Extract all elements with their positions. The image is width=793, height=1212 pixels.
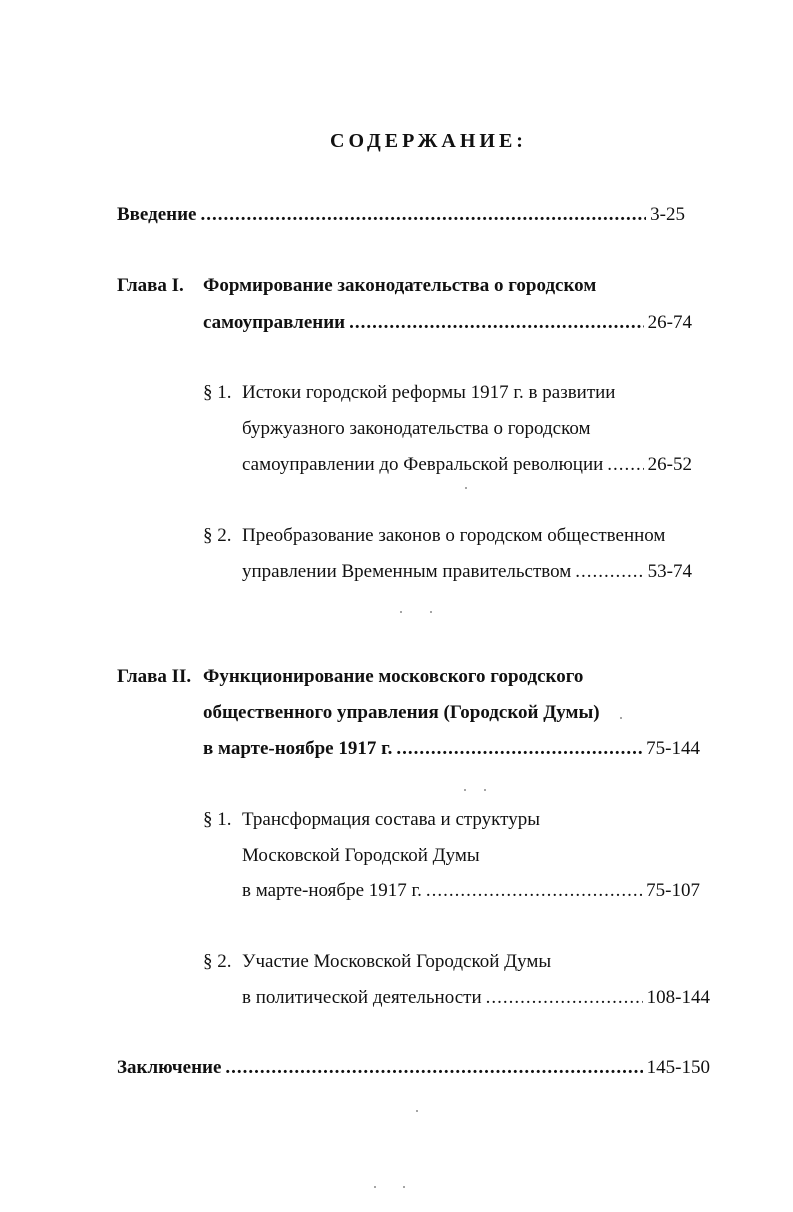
section-title-line: Московской Городской Думы (242, 845, 480, 866)
scan-speck (464, 789, 466, 791)
section-title-line: Преобразование законов о городском общественном (242, 525, 666, 546)
chapter-title-line: в марте-ноябре 1917 г. (203, 738, 393, 759)
section-title-line: в политической деятельности (242, 987, 482, 1008)
chapter-title-line: Формирование законодательства о городском (203, 275, 597, 296)
chapter-title-line: Функционирование московского городского (203, 666, 584, 687)
section-title-line: буржуазного законодательства о городском (242, 418, 591, 439)
toc-entry-pages: 145-150 (646, 1057, 710, 1078)
dot-leader (607, 453, 643, 477)
toc-entry-conclusion (117, 1056, 710, 1080)
section-title-line: Истоки городской реформы 1917 г. в развитии (242, 382, 616, 403)
toc-entry-pages: 75-107 (646, 880, 700, 901)
toc-entry-pages: 3-25 (650, 204, 685, 225)
toc-entry-chapter1 (203, 311, 692, 335)
section-number: § 1. (203, 809, 232, 830)
toc-entry-chapter2 (203, 737, 700, 761)
toc-entry-pages: 75-144 (646, 738, 700, 759)
chapter-title-line: общественного управления (Городской Думы) (203, 702, 600, 723)
scan-speck (374, 1186, 376, 1188)
section-title-line: Участие Московской Городской Думы (242, 951, 552, 972)
scan-speck (403, 1186, 405, 1188)
section-number: § 2. (203, 525, 232, 546)
toc-entry-label: Заключение (117, 1057, 222, 1078)
toc-entry-label: Введение (117, 204, 197, 225)
dot-leader (396, 737, 642, 761)
section-title-line: самоуправлении до Февральской революции (242, 454, 604, 475)
toc-entry-section (242, 453, 692, 477)
chapter-label: Глава I. (117, 275, 184, 296)
dot-leader (349, 311, 644, 335)
chapter-label: Глава II. (117, 666, 192, 687)
toc-entry-pages: 53-74 (647, 561, 692, 582)
section-number: § 2. (203, 951, 232, 972)
page-title: СОДЕРЖАНИЕ: (330, 130, 527, 152)
toc-entry-section (242, 560, 692, 584)
chapter-title-line: самоуправлении (203, 312, 346, 333)
toc-entry-pages: 108-144 (646, 987, 710, 1008)
dot-leader (225, 1056, 642, 1080)
dot-leader (486, 986, 643, 1010)
scan-speck (416, 1110, 418, 1112)
dot-leader (426, 879, 642, 903)
scan-speck (484, 789, 486, 791)
toc-entry-section (242, 986, 710, 1010)
toc-entry-pages: 26-74 (647, 312, 692, 333)
dot-leader (201, 203, 647, 227)
scan-speck (430, 611, 432, 613)
scan-speck (465, 487, 467, 489)
section-title-line: Трансформация состава и структуры (242, 809, 540, 830)
dot-leader (575, 560, 643, 584)
section-title-line: в марте-ноябре 1917 г. (242, 880, 422, 901)
toc-entry-pages: 26-52 (647, 454, 692, 475)
section-number: § 1. (203, 382, 232, 403)
section-title-line: управлении Временным правительством (242, 561, 572, 582)
scan-speck (620, 717, 622, 719)
toc-entry-intro (117, 203, 685, 227)
scan-speck (400, 611, 402, 613)
toc-entry-section (242, 879, 700, 903)
